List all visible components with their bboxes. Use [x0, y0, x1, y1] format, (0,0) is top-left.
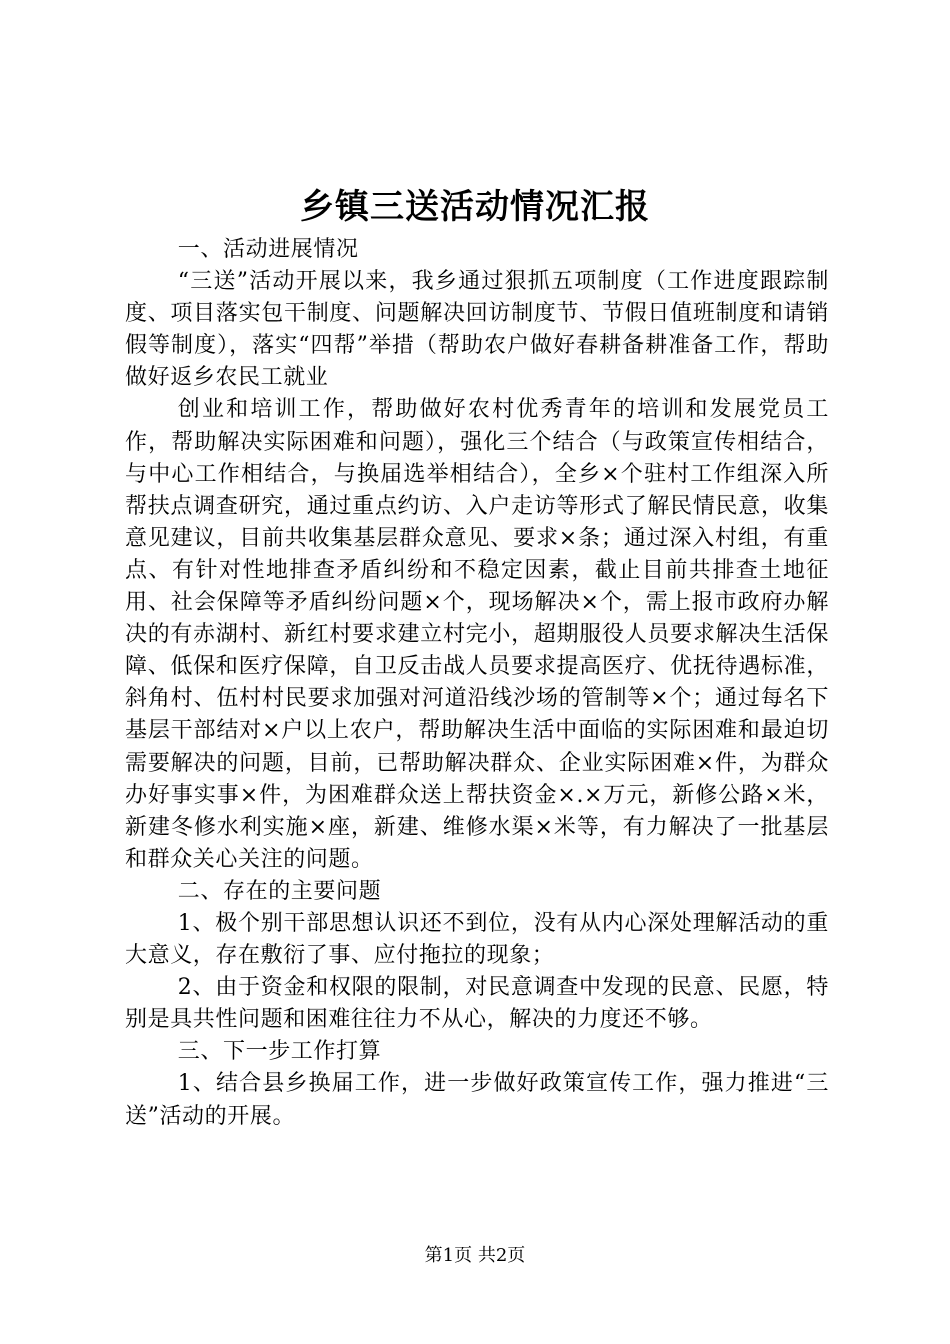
- section-heading-next-steps: 三、下一步工作打算: [177, 1039, 382, 1065]
- paragraph-next-step-1: 1、结合县乡换届工作，进一步做好政策宣传工作，强力推进“三送”活动的开展。: [125, 1071, 829, 1129]
- document-title: 乡镇三送活动情况汇报: [300, 187, 650, 227]
- document-body: [125, 234, 829, 1133]
- page-footer: 第1页 共2页: [424, 1245, 526, 1266]
- section-heading-problems: 二、存在的主要问题: [177, 878, 382, 904]
- paragraph-problem-2: 2、由于资金和权限的限制，对民意调查中发现的民意、民愿，特别是具共性问题和困难往往力不从心，解决的力度还不够。: [125, 975, 829, 1033]
- section-heading-progress: 一、活动进展情况: [177, 237, 359, 262]
- paragraph-progress-details: 创业和培训工作，帮助做好农村优秀青年的培训和发展党员工作，帮助解决实际困难和问题），强化三个结合（与政策宣传相结合，与中心工作相结合，与换届选举相结合），全乡×个驻村工作组深入所帮扶点调查研究，通过重点约访、入户走访等形式了解民情民意，收集意见建议，目前共收集基层群众意见、要求×条；通过深入村组，有重点、有针对性地排查矛盾纠纷和不稳定因素，截止目前共排查土地征用、社会保障等矛盾纠纷问题×个，现场解决×个，需上报市政府办解决的有赤湖村、新红村要求建立村完小，超期服役人员要求解决生活保障、低保和医疗保障，自卫反击战人员要求提高医疗、优抚待遇标准，斜角村、伍村村民要求加强对河道沿线沙场的管制等×个；通过每名下基层干部结对×户以上农户，帮助解决生活中面临的实际困难和最迫切需要解决的问题，目前，已帮助解决群众、企业实际困难×件，为群众办好事实事×件，为困难群众送上帮扶资金×.×万元，新修公路×米，新建冬修水利实施×座，新建、维修水渠×米等，有力解决了一批基层和群众关心关注的问题。: [125, 397, 829, 872]
- paragraph-progress-intro: “三送”活动开展以来，我乡通过狠抓五项制度（工作进度跟踪制度、项目落实包干制度、问题解决回访制度节、节假日值班制度和请销假等制度），落实“四帮”举措（帮助农户做好春耕备耕准备工作，帮助做好返乡农民工就业: [125, 269, 829, 391]
- paragraph-problem-1: 1、极个别干部思想认识还不到位，没有从内心深处理解活动的重大意义，存在敷衍了事、应付拖拉的现象；: [125, 910, 829, 969]
